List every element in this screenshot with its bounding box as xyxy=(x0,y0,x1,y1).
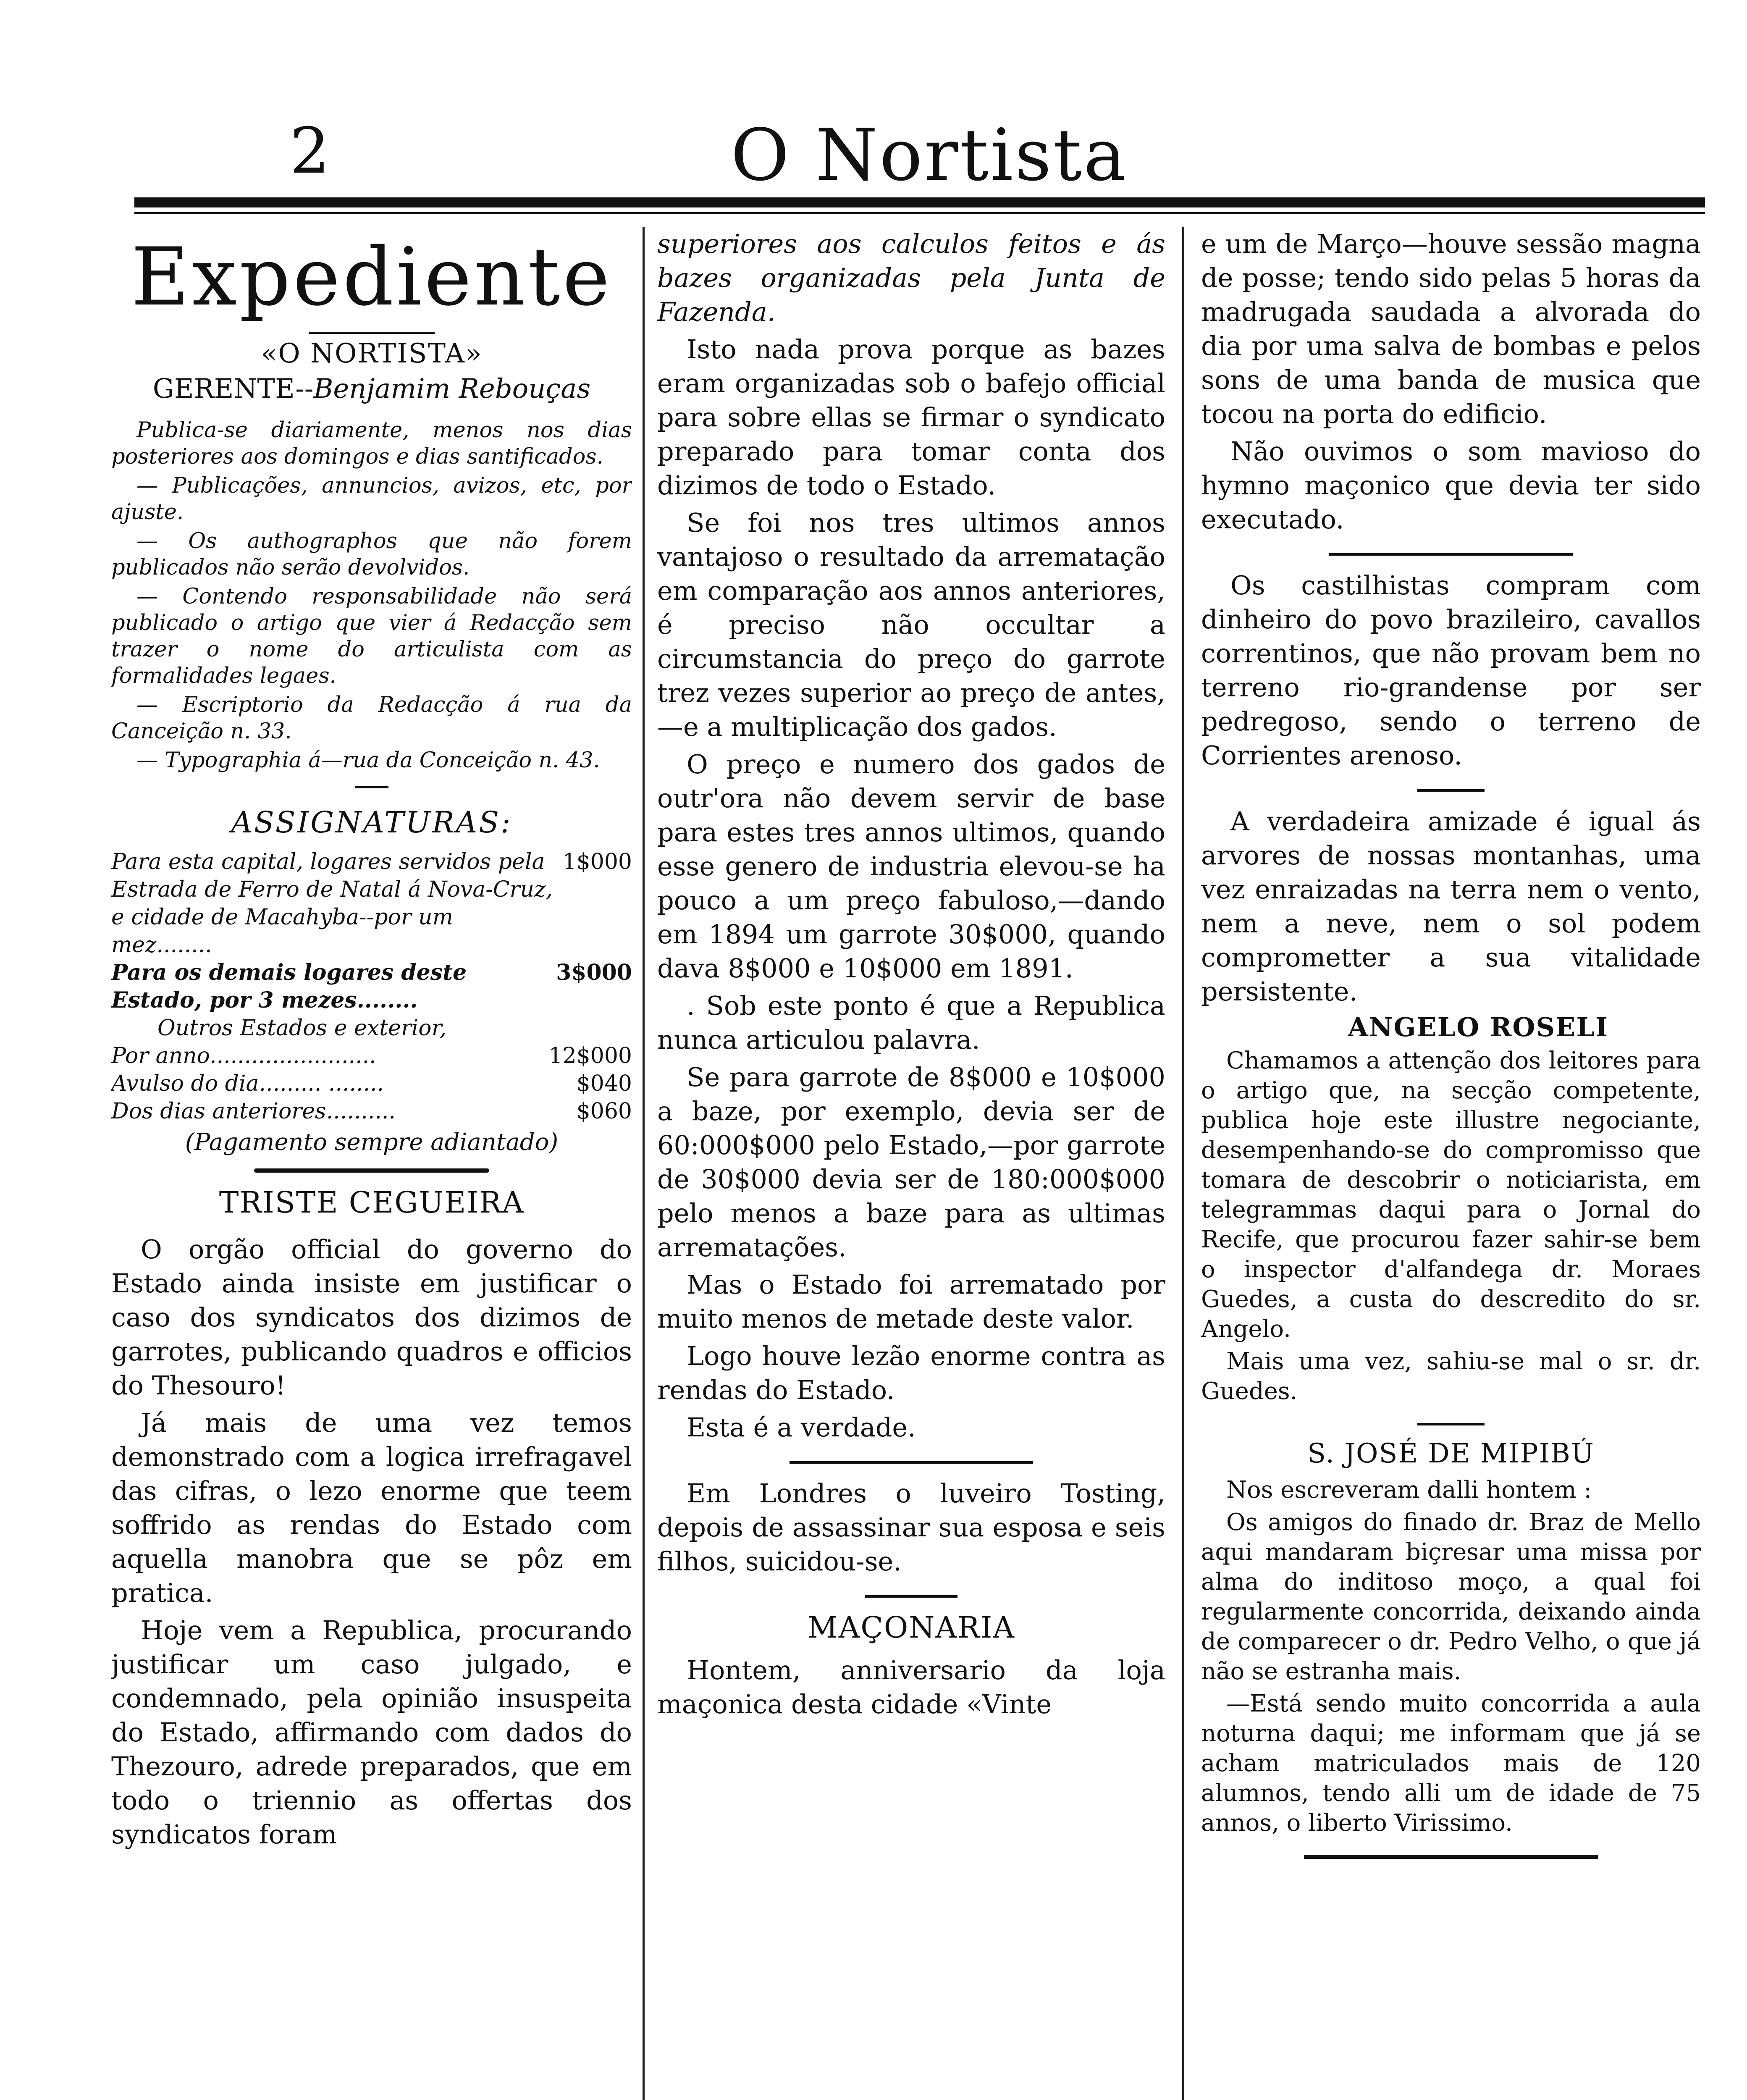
col2-para-3: Se foi nos tres ultimos annos vantajoso o resultado da arrematação em comparação aos annos anteriores, é preciso não occultar a circumstancia do preço do garrote trez vezes superior ao preço de antes,—e a multiplicação dos gados. xyxy=(657,507,1165,742)
note-5: — Escriptorio da Redacção á rua da Canceição n. 33. xyxy=(111,692,632,744)
subs-row-year xyxy=(111,1042,632,1070)
note-2: — Publicações, annuncios, avizos, etc, por ajuste. xyxy=(111,473,632,525)
subs-row-others xyxy=(111,959,632,1014)
subs-back-label: Dos dias anteriores.......... xyxy=(111,1098,396,1124)
subs-others-label: Para os demais logares deste Estado, por 3 mezes........ xyxy=(111,959,467,1013)
note-3: — Os authographos que não forem publicados não serão devolvidos. xyxy=(111,528,632,580)
separator xyxy=(1304,1855,1598,1859)
paper-name: «O NORTISTA» xyxy=(261,338,483,369)
section-para-1: Os amigos do finado dr. Braz de Mello aqui mandaram biçresar uma missa por alma do inditoso moço, a qual foi regularmente concorrida, deixando ainda de comparecer o dr. Pedro Velho, o que já não se estranha mais. xyxy=(1201,1509,1701,1685)
column-divider-2 xyxy=(1182,227,1184,2100)
section-para-2: —Está sendo muito concorrida a aula noturna daqui; me informam que já se acham matriculados mais de 120 alumnos, tendo alli um de idade de 75 annos, o liberto Virissimo. xyxy=(1201,1690,1701,1837)
subs-capital-label: Para esta capital, logares servidos pela Estrada de Ferro de Natal á Nova-Cruz, e cidade de Macahyba--por um mez........ xyxy=(111,849,553,958)
maconaria-title: MAÇONARIA xyxy=(808,1610,1015,1645)
note-6: — Typographia á—rua da Conceição n. 43. xyxy=(136,748,600,773)
subs-year-label: Por anno........................ xyxy=(111,1043,376,1068)
expediente-heading: Expediente xyxy=(131,231,612,323)
column-divider-1 xyxy=(643,227,645,2100)
separator xyxy=(1329,553,1573,556)
column-1 xyxy=(111,227,632,2100)
subs-row-capital xyxy=(111,848,632,959)
col2-para-9: Esta é a verdade. xyxy=(687,1412,916,1443)
column-2 xyxy=(657,227,1165,2100)
subs-outside-label: Outros Estados e exterior, xyxy=(157,1015,447,1041)
subs-others-amount: 3$000 xyxy=(556,959,632,985)
col3-para-5: Chamamos a attenção dos leitores para o artigo que, na secção competente, publica hoje este illustre negociante, desempenhando-se do compromisso que tomara de descobrir o noticiarista, em telegrammas daqui para o Jornal do Recife, que procurou fazer sahir-se bem o inspector d'alfandega dr. Moraes Guedes, a custa do descredito do sr. Angelo. xyxy=(1201,1047,1701,1343)
article-para-3: Hoje vem a Republica, procurando justificar um caso julgado, e condemnado, pela opinião insuspeita do Estado, affirmando com dados do Thezouro, adrede preparados, que em todo o triennio as offertas dos syndicatos foram xyxy=(111,1614,632,1850)
col2-para-8: Logo houve lezão enorme contra as rendas do Estado. xyxy=(657,1341,1165,1405)
manager-label: GERENTE-- xyxy=(152,373,314,404)
note-4: — Contendo responsabilidade não será publicado o artigo que vier á Redacção sem trazer o nome do articulista com as formalidades legaes. xyxy=(111,584,632,688)
ornament-rule xyxy=(254,1168,489,1173)
maconaria-para: Hontem, anniversario da loja maçonica desta cidade «Vinte xyxy=(657,1655,1165,1719)
separator xyxy=(865,1595,957,1598)
col3-para-1: e um de Março—houve sessão magna de posse; tendo sido pelas 5 horas da madrugada saudada a alvorada do dia por uma salva de bombas e pelos sons de uma banda de musica que tocou na porta do edificio. xyxy=(1201,228,1701,429)
small-rule xyxy=(355,786,388,788)
article-para-1: O orgão official do governo do Estado ainda insiste em justificar o caso dos syndicatos dos dizimos de garrotes, publicando quadros e officios do Thesouro! xyxy=(111,1234,632,1401)
col3-para-6: Mais uma vez, sahiu-se mal o sr. dr. Guedes. xyxy=(1201,1348,1701,1405)
col2-para-2: Isto nada prova porque as bazes eram organizadas sob o bafejo official para sobre ellas se firmar o syndicato preparado para tomar conta dos dizimos de todo o Estado. xyxy=(657,334,1165,501)
subs-capital-amount: 1$000 xyxy=(562,849,632,874)
article-title: TRISTE CEGUEIRA xyxy=(219,1185,525,1220)
section-title: S. JOSÉ DE MIPIBÚ xyxy=(1307,1438,1595,1469)
separator xyxy=(790,1461,1033,1464)
column-3 xyxy=(1201,227,1701,2100)
heading-rule xyxy=(309,332,435,334)
separator xyxy=(1417,1423,1485,1425)
col2-para-6: Se para garrote de 8$000 e 10$000 a baze, por exemplo, devia ser de 60:000$000 pelo Estado,—por garrote de 30$000 devia ser de 180:000$000 pelo menos a baze para as ultimas arrematações. xyxy=(657,1062,1165,1263)
subs-single-amount: $040 xyxy=(576,1071,632,1096)
col2-para-5: . Sob este ponto é que a Republica nunca articulou palavra. xyxy=(657,990,1165,1055)
subs-note: (Pagamento sempre adiantado) xyxy=(185,1128,559,1156)
london-para: Em Londres o luveiro Tosting, depois de assassinar sua esposa e seis filhos, suicidou-se. xyxy=(657,1478,1165,1577)
article-para-2: Já mais de uma vez temos demonstrado com a logica irrefragavel das cifras, o lezo enorme que teem soffrido as rendas do Estado com aquella manobra que se pôz em pratica. xyxy=(111,1407,632,1608)
signature: ANGELO ROSELI xyxy=(1348,1012,1608,1042)
subs-back-amount: $060 xyxy=(576,1098,632,1124)
header-rule xyxy=(134,197,1705,207)
col3-para-3: Os castilhistas compram com dinheiro do povo brazileiro, cavallos correntinos, que não provam bem no terreno rio-grandense por ser pedregoso, sendo o terreno de Corrientes arenoso. xyxy=(1201,570,1701,771)
subs-single-label: Avulso do dia......... ........ xyxy=(111,1071,384,1096)
col2-para-4: O preço e numero dos gados de outr'ora não devem servir de base para estes tres annos ultimos, quando esse genero de industria elevou-se ha pouco a um preço fabuloso,—dando em 1894 um garrote 30$000, quando dava 8$000 e 10$000 em 1891. xyxy=(657,749,1165,984)
section-intro: Nos escreveram dalli hontem : xyxy=(1226,1476,1592,1504)
col3-para-2: Não ouvimos o som mavioso do hymno maçonico que devia ter sido executado. xyxy=(1201,436,1701,535)
col2-para-1: superiores aos calculos feitos e ás bazes organizadas pela Junta de Fazenda. xyxy=(657,228,1165,327)
subs-row-back xyxy=(111,1097,632,1125)
header-rule-thin xyxy=(134,212,1705,214)
subs-year-amount: 12$000 xyxy=(548,1043,632,1068)
newspaper-title: O Nortista xyxy=(731,114,1128,197)
manager-line xyxy=(111,373,632,404)
col2-para-7: Mas o Estado foi arrematado por muito menos de metade deste valor. xyxy=(657,1269,1165,1334)
page-number: 2 xyxy=(290,115,330,188)
subs-row-single xyxy=(111,1070,632,1097)
note-1: Publica-se diariamente, menos nos dias posteriores aos domingos e dias santificados. xyxy=(111,417,632,469)
subscriptions-heading: ASSIGNATURAS: xyxy=(231,805,512,840)
manager-name: Benjamim Rebouças xyxy=(313,373,591,404)
col3-para-4: A verdadeira amizade é igual ás arvores de nossas montanhas, uma vez enraizadas na terra nem o vento, nem a neve, nem o sol podem comprometter a sua vitalidade persistente. xyxy=(1201,806,1701,1007)
separator xyxy=(1417,789,1485,792)
